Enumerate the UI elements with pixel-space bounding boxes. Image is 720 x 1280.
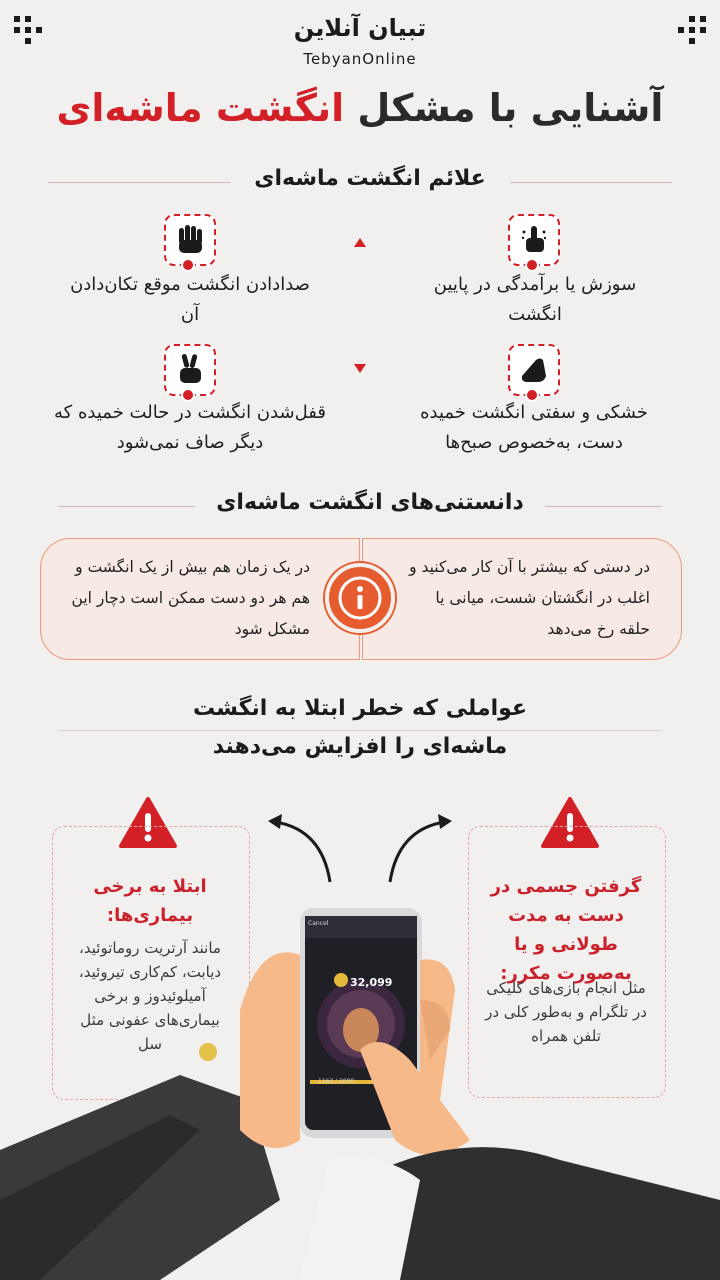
raised-hand-icon <box>166 216 214 264</box>
title-part-red: انگشت ماشه‌ای <box>56 86 345 130</box>
phone-cancel-label: Cancel <box>308 920 329 927</box>
triangle-down-icon <box>354 364 366 373</box>
facts-title: دانستنی‌های انگشت ماشه‌ای <box>195 490 545 515</box>
logo-english: TebyanOnline <box>303 50 417 68</box>
factors-title-line1: عواملی که خطر ابتلا به انگشت <box>193 696 527 721</box>
fact-text-left: در یک زمان هم بیش از یک انگشت و هم هر دو دست ممکن است دچار این مشکل شود <box>71 558 310 638</box>
phone-energy: 1162 / 2000 <box>318 1078 355 1085</box>
symptom-text: خشکی و سفتی انگشت خمیده دست، به‌خصوص صبح‌ها <box>420 402 648 453</box>
symptom-text: سوزش یا برآمدگی در پایین انگشت <box>433 274 637 325</box>
triangle-up-icon <box>354 238 366 247</box>
phone-coin-count: 32,099 <box>350 976 393 989</box>
bent-fingers-icon <box>166 346 214 394</box>
divider <box>58 730 662 731</box>
curved-arrows <box>260 800 460 890</box>
factors-title-line2: ماشه‌ای را افزایش می‌دهند <box>212 734 508 759</box>
finger-pain-icon <box>510 216 558 264</box>
logo-persian: تبیان آنلاین <box>293 14 427 42</box>
factor-card-body: مثل انجام بازی‌های کلیکی در تلگرام و به‌طور کلی در تلفن همراه <box>485 979 647 1045</box>
factor-card-title: ابتلا به برخی بیماری‌ها: <box>93 876 207 926</box>
symptoms-title: علائم انگشت ماشه‌ای <box>230 166 510 191</box>
fact-text-right: در دستی که بیشتر با آن کار می‌کنید و اغلب در انگشتان شست، میانی یا حلقه رخ می‌دهد <box>409 558 650 638</box>
page-title <box>0 86 720 130</box>
info-icon <box>329 567 391 629</box>
factor-card-title: گرفتن جسمی در دست به مدت طولانی و یا به‌صورت مکرر: <box>490 876 642 984</box>
stiff-hand-icon <box>510 346 558 394</box>
hand-phone-illustration <box>0 900 720 1280</box>
symptom-text: قفل‌شدن انگشت در حالت خمیده که دیگر صاف نمی‌شود <box>54 402 326 453</box>
title-part-black: آشنایی با مشکل <box>344 86 664 130</box>
factor-card-body: مانند آرتریت روماتوئید، دیابت، کم‌کاری تیروئید، آمیلوئیدوز و برخی بیماری‌های عفونی مثل سل <box>78 939 222 1053</box>
info-circle <box>325 563 395 633</box>
symptom-text: صدادادن انگشت موقع تکان‌دادن آن <box>70 274 310 325</box>
